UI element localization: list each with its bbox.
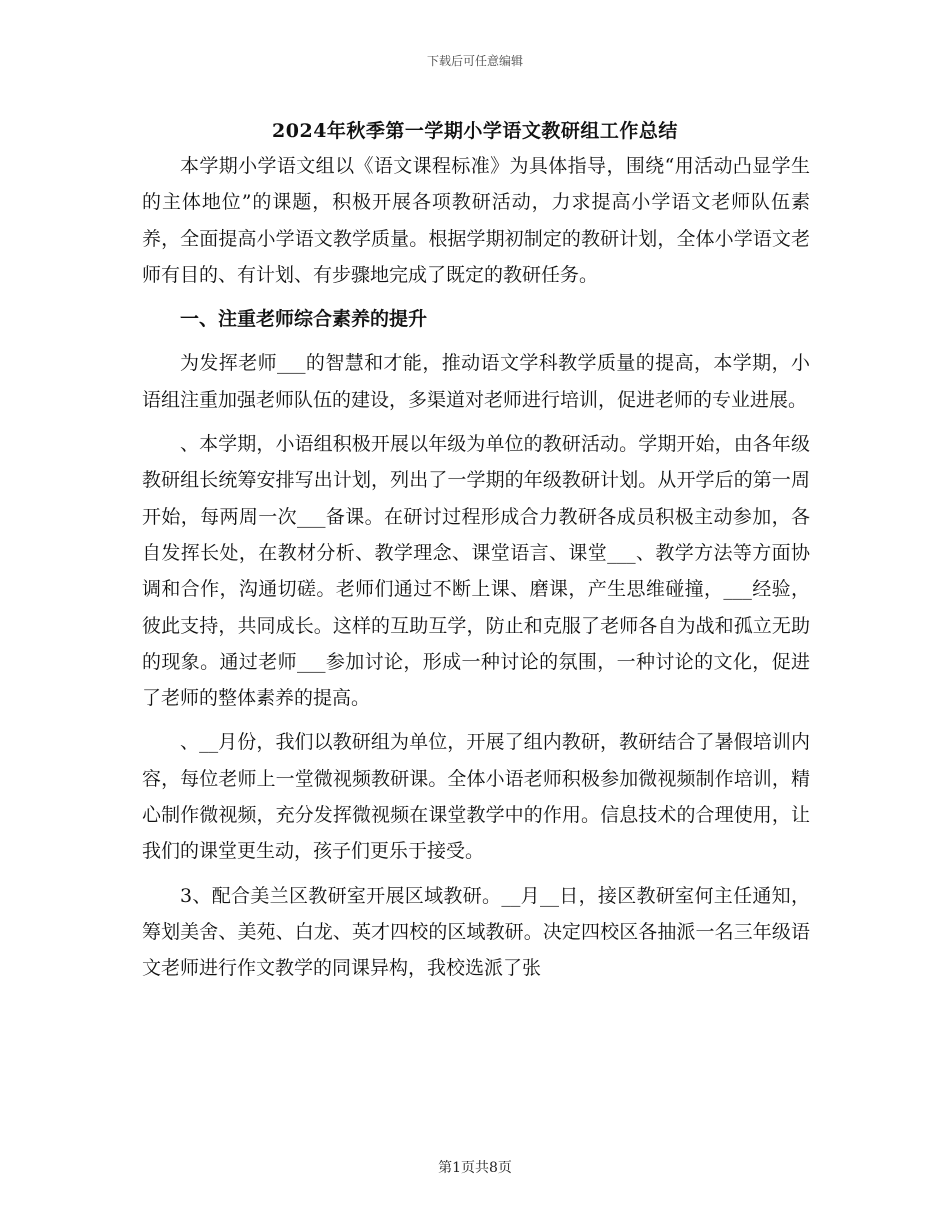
page-number: 第1页共8页	[438, 1160, 512, 1176]
section-heading-1: 一、注重老师综合素养的提升	[180, 308, 428, 331]
paragraph-micro-video: 、__月份，我们以教研组为单位，开展了组内教研，教研结合了暑假培训内容，每位老师上一堂微视频教研课。全体小语老师积极参加微视频制作培训，精心制作微视频，充分发挥微视频在课堂教学中的作用。信息技术的合理使用，让我们的课堂更生动，孩子们更乐于接受。	[142, 731, 810, 863]
document-body	[142, 148, 810, 987]
paragraph-grade-research: 、本学期，小语组积极开展以年级为单位的教研活动。学期开始，由各年级教研组长统筹安排写出计划，列出了一学期的年级教研计划。从开学后的第一周开始，每两周一次___备课。在研讨过程形成合力教研各成员积极主动参加，各自发挥长处，在教材分析、教学理念、课堂语言、课堂___、教学方法等方面协调和合作，沟通切磋。老师们通过不断上课、磨课，产生思维碰撞，___经验，彼此支持，共同成长。这样的互助互学，防止和克服了老师各自为战和孤立无助的现象。通过老师___参加讨论，形成一种讨论的氛围，一种讨论的文化，促进了老师的整体素养的提高。	[142, 433, 810, 710]
paragraph-section1-intro: 为发挥老师___的智慧和才能，推动语文学科教学质量的提高，本学期，小语组注重加强老师队伍的建设，多渠道对老师进行培训，促进老师的专业进展。	[142, 352, 810, 411]
paragraph-regional-research: 3、配合美兰区教研室开展区域教研。__月__日，接区教研室何主任通知，筹划美舍、美苑、白龙、英才四校的区域教研。决定四校区各抽派一名三年级语文老师进行作文教学的同课异构，我校选派了张	[142, 884, 810, 980]
document-title: 2024年秋季第一学期小学语文教研组工作总结	[272, 120, 678, 142]
paragraph-intro: 本学期小学语文组以《语文课程标准》为具体指导，围绕“用活动凸显学生的主体地位”的课题，积极开展各项教研活动，力求提高小学语文老师队伍素养，全面提高小学语文教学质量。根据学期初制定的教研计划，全体小学语文老师有目的、有计划、有步骤地完成了既定的教研任务。	[142, 155, 810, 286]
page-header-note: 下载后可任意编辑	[426, 54, 523, 68]
